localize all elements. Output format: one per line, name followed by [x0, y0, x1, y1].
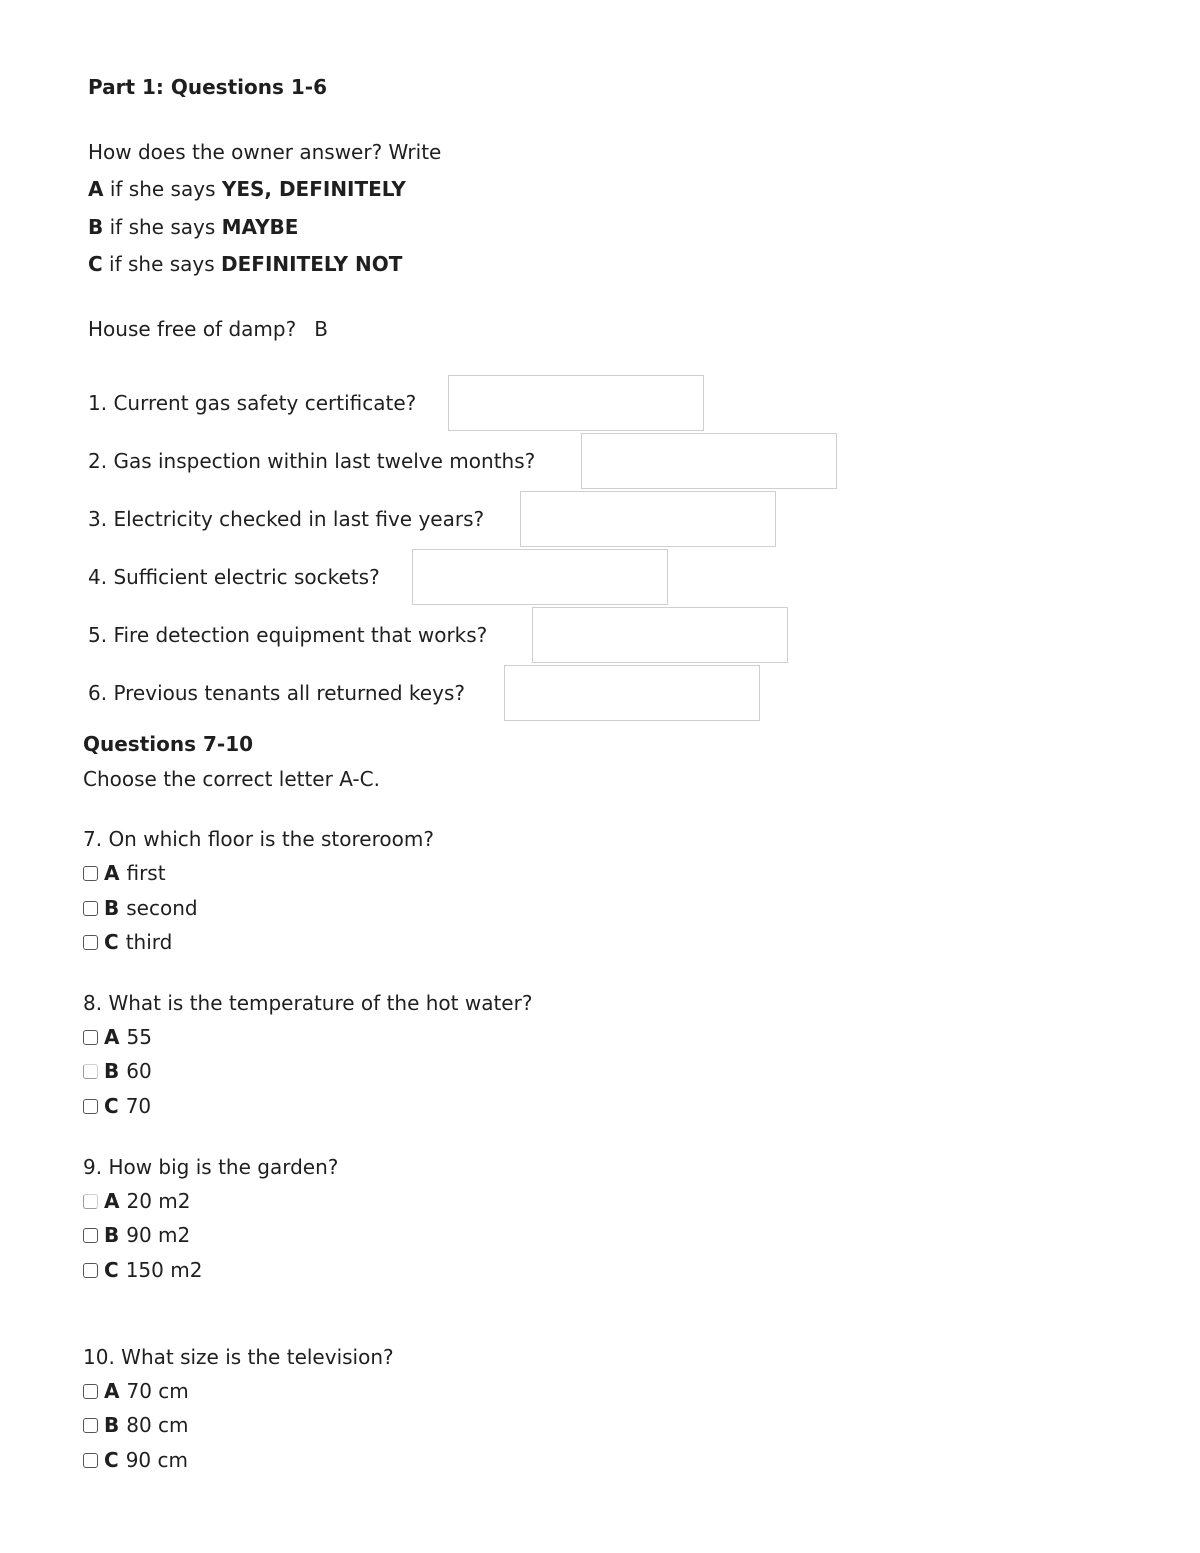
option-text: 150 m2 — [125, 1258, 203, 1282]
question-3-text: 3. Electricity checked in last five years? — [88, 507, 485, 531]
option-letter: C — [104, 1448, 119, 1472]
checkbox[interactable] — [83, 1099, 98, 1114]
option-text: 20 m2 — [126, 1189, 191, 1213]
question-5-answer-input[interactable] — [532, 607, 788, 663]
checkbox[interactable] — [83, 866, 98, 881]
question-5-text: 5. Fire detection equipment that works? — [88, 623, 488, 647]
question-10-option-b[interactable] — [83, 1412, 189, 1438]
question-9-text: 9. How big is the garden? — [83, 1155, 339, 1179]
question-8-option-b[interactable] — [83, 1058, 152, 1084]
key-label: DEFINITELY NOT — [221, 252, 403, 276]
option-text: 90 m2 — [126, 1223, 191, 1247]
checkbox[interactable] — [83, 1453, 98, 1468]
option-letter: A — [104, 1379, 120, 1403]
option-letter: A — [104, 1025, 120, 1049]
question-7-option-a[interactable] — [83, 860, 166, 886]
answer-key-b — [88, 213, 298, 241]
question-2-text: 2. Gas inspection within last twelve months? — [88, 449, 536, 473]
question-3-answer-input[interactable] — [520, 491, 776, 547]
question-6-answer-input[interactable] — [504, 665, 760, 721]
question-8-text: 8. What is the temperature of the hot water? — [83, 991, 533, 1015]
question-9-option-a[interactable] — [83, 1188, 191, 1214]
checkbox[interactable] — [83, 901, 98, 916]
key-mid: if she says — [102, 252, 222, 276]
option-letter: B — [104, 1413, 120, 1437]
checkbox[interactable] — [83, 1384, 98, 1399]
key-label: MAYBE — [221, 215, 299, 239]
question-10-option-c[interactable] — [83, 1447, 188, 1473]
question-4-text: 4. Sufficient electric sockets? — [88, 565, 380, 589]
question-1-text: 1. Current gas safety certificate? — [88, 391, 417, 415]
question-10-option-a[interactable] — [83, 1378, 189, 1404]
part1-heading: Part 1: Questions 1-6 — [88, 75, 327, 99]
option-text: 70 — [125, 1094, 152, 1118]
checkbox[interactable] — [83, 1263, 98, 1278]
question-8-option-c[interactable] — [83, 1093, 151, 1119]
question-7-option-b[interactable] — [83, 895, 198, 921]
option-letter: B — [104, 1223, 120, 1247]
checkbox[interactable] — [83, 1418, 98, 1433]
key-mid: if she says — [103, 215, 222, 239]
option-letter: C — [104, 1094, 119, 1118]
key-mid: if she says — [103, 177, 222, 201]
option-letter: C — [104, 1258, 119, 1282]
option-letter: B — [104, 896, 120, 920]
question-1-answer-input[interactable] — [448, 375, 704, 431]
question-9-option-c[interactable] — [83, 1257, 202, 1283]
checkbox[interactable] — [83, 1030, 98, 1045]
key-label: YES, DEFINITELY — [221, 177, 406, 201]
checkbox[interactable] — [83, 1194, 98, 1209]
answer-key-c — [88, 250, 402, 278]
option-text: 60 — [126, 1059, 152, 1083]
example-question — [88, 315, 328, 343]
checkbox[interactable] — [83, 1228, 98, 1243]
key-letter: C — [88, 252, 103, 276]
checkbox[interactable] — [83, 935, 98, 950]
part1-instruction: How does the owner answer? Write — [88, 140, 442, 164]
option-letter: B — [104, 1059, 120, 1083]
option-text: second — [126, 896, 198, 920]
question-4-answer-input[interactable] — [412, 549, 668, 605]
option-letter: A — [104, 1189, 120, 1213]
question-7-text: 7. On which floor is the storeroom? — [83, 827, 434, 851]
example-text: House free of damp? — [88, 317, 297, 341]
answer-key-a — [88, 175, 406, 203]
part2-instruction: Choose the correct letter A-C. — [83, 767, 380, 791]
key-letter: A — [88, 177, 104, 201]
question-8-option-a[interactable] — [83, 1024, 152, 1050]
question-7-option-c[interactable] — [83, 929, 172, 955]
option-letter: C — [104, 930, 119, 954]
option-text: 90 cm — [125, 1448, 188, 1472]
example-answer: B — [314, 317, 328, 341]
checkbox[interactable] — [83, 1064, 98, 1079]
option-text: 70 cm — [126, 1379, 189, 1403]
question-6-text: 6. Previous tenants all returned keys? — [88, 681, 465, 705]
key-letter: B — [88, 215, 104, 239]
option-text: 80 cm — [126, 1413, 189, 1437]
option-text: first — [126, 861, 166, 885]
option-text: third — [125, 930, 173, 954]
question-9-option-b[interactable] — [83, 1222, 190, 1248]
part2-heading: Questions 7-10 — [83, 732, 254, 756]
question-10-text: 10. What size is the television? — [83, 1345, 394, 1369]
option-text: 55 — [126, 1025, 152, 1049]
option-letter: A — [104, 861, 120, 885]
question-2-answer-input[interactable] — [581, 433, 837, 489]
